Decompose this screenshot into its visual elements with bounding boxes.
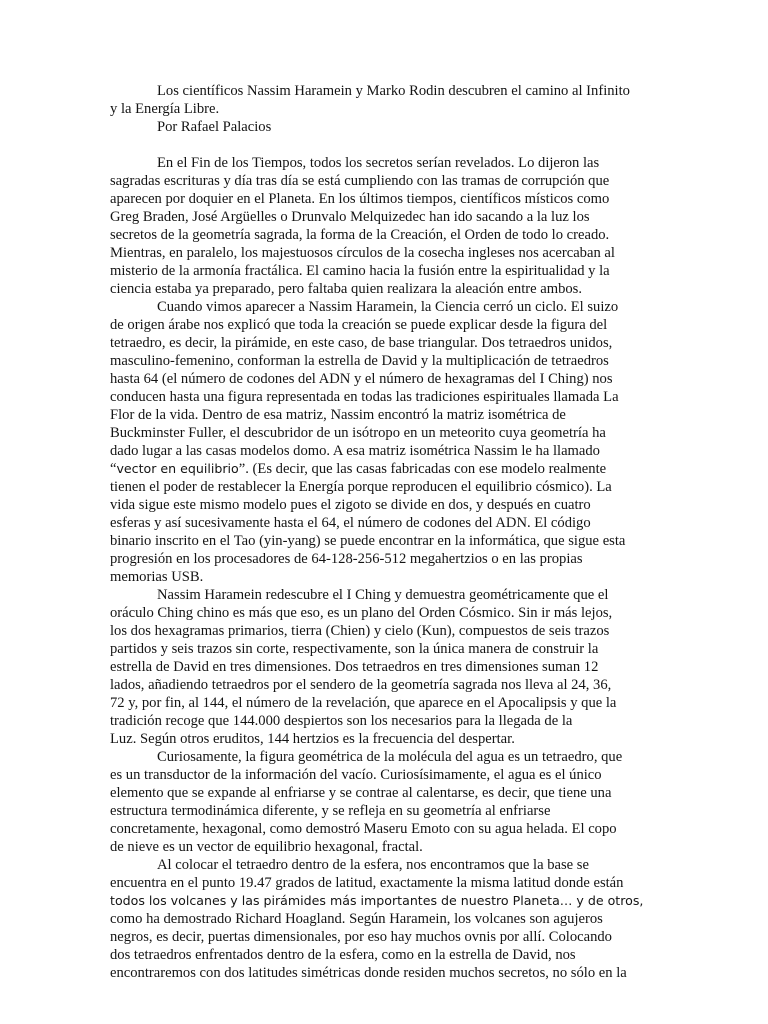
text-line: memorias USB. <box>110 569 204 585</box>
text-line: aparecen por doquier en el Planeta. En los últimos tiempos, científicos místicos como <box>110 191 610 207</box>
text-line: Nassim Haramein redescubre el I Ching y demuestra geométricamente que el <box>157 587 609 603</box>
text-line: Flor de la vida. Dentro de esa matriz, Nassim encontró la matriz isométrica de <box>110 407 566 423</box>
author-byline: Por Rafael Palacios <box>157 119 272 135</box>
paragraph-4 <box>110 748 662 856</box>
title-line-2: y la Energía Libre. <box>110 101 220 117</box>
text-line: sagradas escrituras y día tras día se está cumpliendo con las tramas de corrupción que <box>110 173 610 189</box>
text-line: Greg Braden, José Argüelles o Drunvalo Melquizedec han ido sacando a la luz los <box>110 209 590 225</box>
paragraph-2 <box>110 298 662 586</box>
paragraph-5 <box>110 856 662 982</box>
text-line: progresión en los procesadores de 64-128-256-512 megahertzios o en las propias <box>110 551 583 567</box>
text-line: estructura termodinámica diferente, y se refleja en su geometría al enfriarse <box>110 803 551 819</box>
text-line: es un transductor de la información del vacío. Curiosísimamente, el agua es el único <box>110 767 602 783</box>
quote-rest: ”. (Es decir, que las casas fabricadas con ese modelo realmente <box>238 461 607 477</box>
text-line: encontraremos con dos latitudes simétricas donde residen muchos secretos, no sólo en la <box>110 965 627 981</box>
text-line: Mientras, en paralelo, los majestuosos círculos de la cosecha ingleses nos acercaban al <box>110 245 615 261</box>
text-line: conducen hasta una figura representada en todas las tradiciones espirituales llamada La <box>110 389 619 405</box>
paragraph-3 <box>110 586 662 748</box>
spacer <box>110 136 662 154</box>
text-line: tradición recoge que 144.000 despiertos son los necesarios para la llegada de la <box>110 713 573 729</box>
text-line: Curiosamente, la figura geométrica de la molécula del agua es un tetraedro, que <box>157 749 623 765</box>
text-line: negros, es decir, puertas dimensionales, por eso hay muchos ovnis por allí. Colocando <box>110 929 612 945</box>
text-line: vida sigue este mismo modelo pues el zigoto se divide en dos, y después en cuatro <box>110 497 591 513</box>
text-line: dos tetraedros enfrentados dentro de la esfera, como en la estrella de David, nos <box>110 947 576 963</box>
text-line-quote <box>110 460 662 478</box>
text-line-sans: todos los volcanes y las pirámides más importantes de nuestro Planeta… y de otros, <box>110 893 644 908</box>
text-line: estrella de David en tres dimensiones. Dos tetraedros en tres dimensiones suman 12 <box>110 659 599 675</box>
text-line: secretos de la geometría sagrada, la forma de la Creación, el Orden de todo lo creado. <box>110 227 610 243</box>
text-line: elemento que se expande al enfriarse y se contrae al calentarse, es decir, que tiene una <box>110 785 612 801</box>
text-line: ciencia estaba ya preparado, pero faltaba quien realizara la aleación entre ambos. <box>110 281 583 297</box>
text-line: En el Fin de los Tiempos, todos los secretos serían revelados. Lo dijeron las <box>157 155 600 171</box>
text-line: como ha demostrado Richard Hoagland. Según Haramein, los volcanes son agujeros <box>110 911 603 927</box>
text-line: partidos y seis trazos sin corte, respectivamente, son la única manera de construir la <box>110 641 599 657</box>
text-line: Al colocar el tetraedro dentro de la esfera, nos encontramos que la base se <box>157 857 589 873</box>
text-line: misterio de la armonía fractálica. El camino hacia la fusión entre la espiritualidad y la <box>110 263 610 279</box>
text-line: de nieve es un vector de equilibrio hexagonal, fractal. <box>110 839 423 855</box>
text-line: 72 y, por fin, al 144, el número de la revelación, que aparece en el Apocalipsis y que la <box>110 695 617 711</box>
paragraph-1 <box>110 154 662 298</box>
text-line: tetraedro, es decir, la pirámide, en este caso, de base triangular. Dos tetraedros unidos, <box>110 335 613 351</box>
quoted-term: vector en equilibrio <box>116 461 239 476</box>
text-line: los dos hexagramas primarios, tierra (Chien) y cielo (Kun), compuestos de seis trazos <box>110 623 610 639</box>
text-line: Luz. Según otros eruditos, 144 hertzios es la frecuencia del despertar. <box>110 731 515 747</box>
text-line: masculino-femenino, conforman la estrella de David y la multiplicación de tetraedros <box>110 353 609 369</box>
open-quote: “ <box>110 461 117 477</box>
text-line: lados, añadiendo tetraedros por el sendero de la geometría sagrada nos lleva al 24, 36, <box>110 677 612 693</box>
text-line: oráculo Ching chino es más que eso, es un plano del Orden Cósmico. Sin ir más lejos, <box>110 605 613 621</box>
text-line: hasta 64 (el número de codones del ADN y el número de hexagramas del I Ching) nos <box>110 371 613 387</box>
text-line: Cuando vimos aparecer a Nassim Haramein, la Ciencia cerró un ciclo. El suizo <box>157 299 619 315</box>
text-line: de origen árabe nos explicó que toda la creación se puede explicar desde la figura del <box>110 317 608 333</box>
text-line: binario inscrito en el Tao (yin-yang) se puede encontrar en la informática, que sigue esta <box>110 533 626 549</box>
text-line: Buckminster Fuller, el descubridor de un isótropo en un meteorito cuya geometría ha <box>110 425 606 441</box>
text-line: encuentra en el punto 19.47 grados de latitud, exactamente la misma latitud donde están <box>110 875 624 891</box>
text-line: esferas y así sucesivamente hasta el 64, el número de codones del ADN. El código <box>110 515 591 531</box>
title-line-1: Los científicos Nassim Haramein y Marko Rodin descubren el camino al Infinito <box>157 83 630 99</box>
document-page <box>110 82 662 982</box>
text-line: tienen el poder de restablecer la Energía porque reproducen el equilibrio cósmico). La <box>110 479 612 495</box>
text-line: dado lugar a las casas modelos domo. A esa matriz isométrica Nassim le ha llamado <box>110 443 600 459</box>
text-line: concretamente, hexagonal, como demostró Maseru Emoto con su agua helada. El copo <box>110 821 617 837</box>
